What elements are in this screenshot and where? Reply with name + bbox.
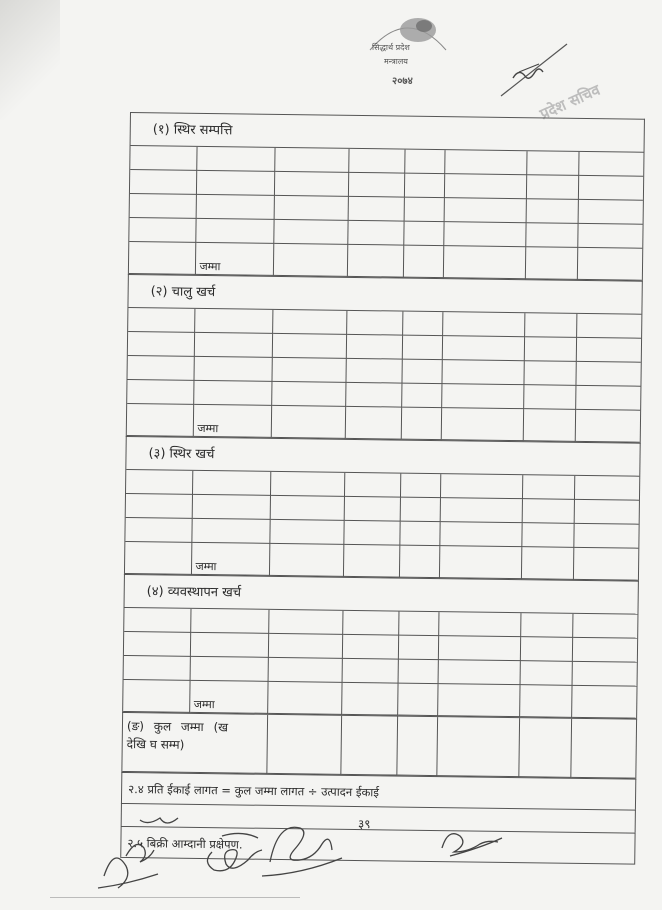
- seal-line-1: सिद्धार्थ प्रदेश: [372, 43, 410, 52]
- section-management-expenses: [122, 574, 639, 719]
- grand-total-section: [121, 712, 637, 779]
- section-title: (३) स्थिर खर्च: [126, 437, 639, 477]
- grand-total-row: [122, 713, 636, 778]
- signatures-bottom: [0, 812, 662, 910]
- section-title: (२) चालु खर्च: [128, 275, 641, 315]
- grand-total-grid: [122, 713, 636, 779]
- signature-3: [262, 827, 342, 876]
- seal-line-2: मन्त्रालय: [384, 57, 408, 66]
- section-grid: [125, 470, 639, 581]
- section-title: (१) स्थिर सम्पत्ति: [131, 113, 644, 153]
- section-current-expenses: [126, 274, 643, 443]
- total-label: जम्मा: [195, 242, 273, 275]
- signature-2: [207, 833, 262, 870]
- section-fixed-expenses: [124, 436, 641, 581]
- signature-1: [98, 818, 178, 888]
- total-label: जम्मा: [191, 542, 269, 575]
- grand-total-line-2: देखि घ सम्म): [126, 737, 185, 752]
- official-stamp-text: प्रदेश सचिव: [537, 80, 603, 124]
- section-grid: [129, 146, 644, 281]
- sales-projection-row: २.५ बिक्री आम्दानी प्रक्षेपण.: [120, 826, 635, 865]
- page-number: ३९: [358, 817, 371, 831]
- signature-4: [442, 834, 502, 856]
- scan-edge-shadow: [0, 0, 60, 120]
- office-seal: [362, 12, 454, 94]
- grand-total-line-1: (ङ) कुल जम्मा (ख: [126, 719, 229, 735]
- bottom-scan-line: [50, 897, 300, 898]
- grand-total-label: [122, 713, 267, 773]
- section-title: (४) व्यवस्थापन खर्च: [125, 575, 638, 615]
- section-fixed-assets: [128, 112, 645, 281]
- section-grid: [127, 308, 642, 443]
- section-grid: [123, 608, 637, 719]
- total-label: जम्मा: [189, 680, 267, 713]
- seal-year: २०७४: [392, 76, 413, 87]
- total-label: जम्मा: [193, 404, 271, 437]
- unit-cost-row: २.४ प्रति ईकाई लागत = कुल जम्मा लागत ÷ उत्पादन ईकाई: [121, 772, 636, 810]
